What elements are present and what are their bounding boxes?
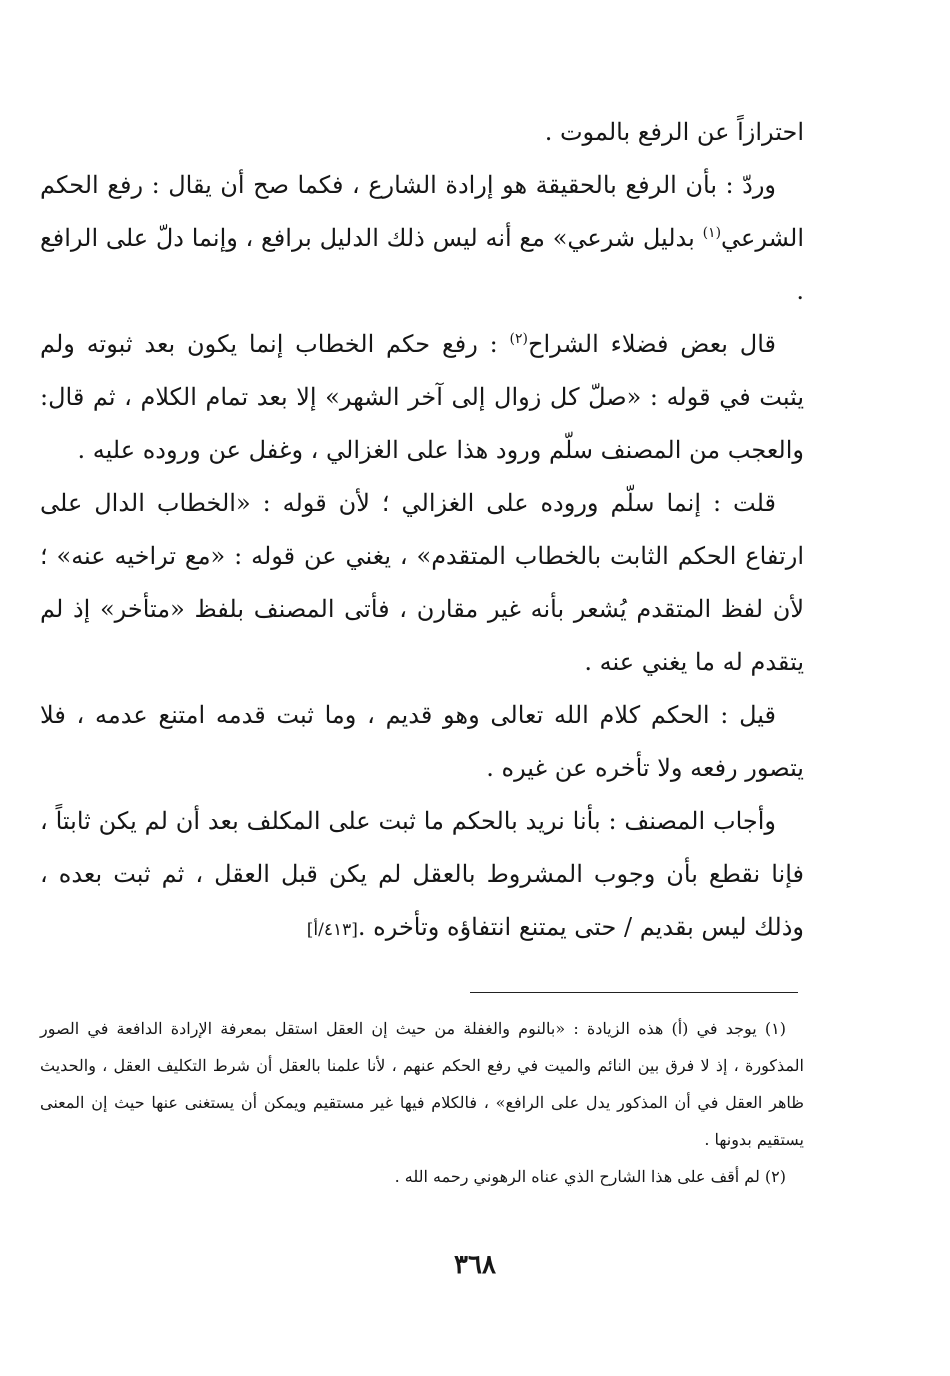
footnote-ref-2: (٢) [509, 331, 528, 347]
paragraph-3: قال بعض فضلاء الشراح$^{(٢)}$ : رفع حكم الخطاب إنما يكون بعد ثبوته ولم يثبت في قوله : «صلّ كل زوال إلى آخر الشهر» إلا بعد تمام الكلام ، ثم قال: والعجب من المصنف سلّم ورود هذا على الغزالي ، وغفل عن وروده عليه . [40, 330, 804, 464]
footnote-1: (١) يوجد في (أ) هذه الزيادة : «بالنوم والغفلة من حيث إن العقل استقل بمعرفة الإرادة الدافعة في الصور المذكورة ، إذ لا فرق بين النائم والميت في رفع الحكم عنهم ، لأنا علمنا بالعقل أن شرط التكليف العقل ، والحديث ظاهر العقل في أن المذكور يدل على الرافع» ، فالكلام فيها غير مستقيم ويمكن أن يستغنى عنها حيث إن المعنى يستقيم بدونها . [40, 1019, 805, 1149]
paragraph-6: وأجاب المصنف : بأنا نريد بالحكم ما ثبت على المكلف بعد أن لم يكن ثابتاً ، فإنا نقطع بأن وجوب المشروط بالعقل لم يكن قبل العقل ، ثم ثبت بعده ، وذلك ليس بقديم / حتى يمتنع انتفاؤه وتأخره .[٤١٣/أ] [40, 807, 804, 941]
footnote-ref-1: (١) [702, 225, 722, 241]
page-number: ٣٦٨ [454, 1250, 496, 1280]
paragraph-4: قلت : إنما سلّم وروده على الغزالي ؛ لأن قوله : «الخطاب الدال على ارتفاع الحكم الثابت بالخطاب المتقدم» ، يغني عن قوله : «مع تراخيه عنه» ؛ لأن لفظ المتقدم يُشعر بأنه غير مقارن ، فأتى المصنف بلفظ «متأخر» إذ لم يتقدم له ما يغني عنه . [40, 489, 805, 676]
footnote-divider [470, 992, 798, 993]
paragraph-5: قيل : الحكم كلام الله تعالى وهو قديم ، وما ثبت قدمه امتنع عدمه ، فلا يتصور رفعه ولا تأخره عن غيره . [40, 701, 804, 782]
paragraph-1: احترازاً عن الرفع بالموت . [544, 118, 804, 146]
paragraph-2: وردّ : بأن الرفع بالحقيقة هو إرادة الشارع ، فكما صح أن يقال : رفع الحكم الشرعي$^{(١)}$ بدليل شرعي» مع أنه ليس ذلك الدليل برافع ، وإنما دلّ على الرافع . [40, 171, 804, 305]
main-text [40, 106, 804, 957]
manuscript-folio-marker: [٤١٣/أ] [306, 920, 358, 940]
footnote-2: (٢) لم أقف على هذا الشارح الذي عناه الرهوني رحمه الله . [394, 1167, 786, 1186]
footnotes [40, 1010, 804, 1195]
